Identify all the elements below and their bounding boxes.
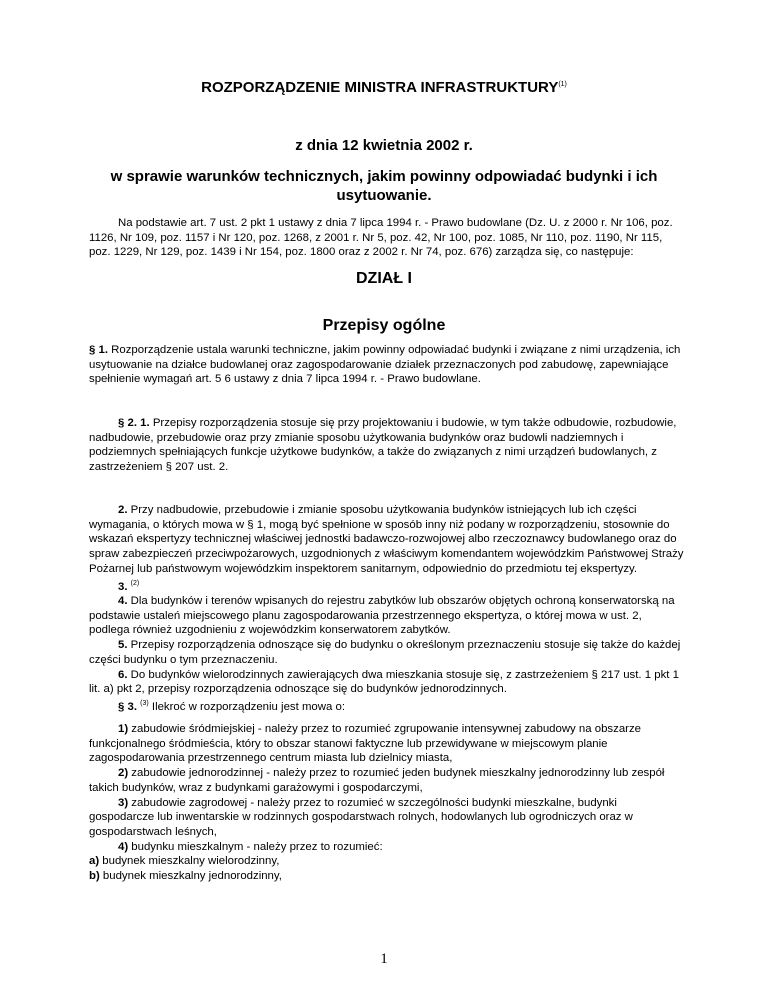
list-subitem: a) budynek mieszkalny wielorodzinny, <box>89 855 280 868</box>
document-subject: w sprawie warunków technicznych, jakim powinny odpowiadać budynki i ich usytuowanie. <box>110 168 658 204</box>
list-subitem: b) budynek mieszkalny jednorodzinny, <box>89 870 282 883</box>
preamble: Na podstawie art. 7 ust. 2 pkt 1 ustawy z dnia 7 lipca 1994 r. - Prawo budowlane (Dz. U. z 2000 r. Nr 106, poz. 1126, Nr 109, poz. 1157 i Nr 120, poz. 1268, z 2001 r. Nr 5, poz. 42, Nr 100, poz. 1085, Nr 110, poz. 1190, Nr 115, poz. 1229, Nr 129, poz. 1439 i Nr 154, poz. 1800 oraz z 2002 r. Nr 74, poz. 676) zarządza się, co następuje: <box>89 217 673 259</box>
document-date: z dnia 12 kwietnia 2002 r. <box>295 137 473 154</box>
document-title: ROZPORZĄDZENIE MINISTRA INFRASTRUKTURY$^{(1)}$ <box>201 79 567 96</box>
page-number: 1 <box>380 951 388 967</box>
clause-6: 6. Do budynków wielorodzinnych zawierających dwa mieszkania stosuje się, z zastrzeżeniem § 217 ust. 1 pkt 1 lit. a) pkt 2, przepisy rozporządzenia odnoszące się do budynków jednorodzinnych. <box>89 668 679 696</box>
paragraph-2: § 2. 1. Przepisy rozporządzenia stosuje się przy projektowaniu i budowie, w tym także odbudowie, rozbudowie, nadbudowie, przebudowie oraz przy zmianie sposobu użytkowania budynków oraz budowli nadziemnych i podziemnych spełniających funkcje użytkowe budynków, a także do związanych z nimi urządzeń budowlanych, z zastrzeżeniem § 207 ust. 2. <box>89 417 677 474</box>
clause-5: 5. Przepisy rozporządzenia odnoszące się do budynku o określonym przeznaczeniu stosuje się także do każdej części budynku o tym przeznaczeniu. <box>89 639 681 666</box>
paragraph-1: § 1. Rozporządzenie ustala warunki techniczne, jakim powinny odpowiadać budynki i związane z nimi urządzenia, ich usytuowanie na działce budowlanej oraz zagospodarowanie działek przeznaczonych pod zabudowę, zapewniające spełnienie wymagań art. 5 6 ustawy z dnia 7 lipca 1994 r. - Prawo budowlane. <box>89 344 681 386</box>
paragraph-label: § 1. <box>89 344 108 356</box>
list-item: 4) budynku mieszkalnym - należy przez to rozumieć: <box>118 840 383 853</box>
definitions-list <box>89 722 685 884</box>
paragraph-2-clauses <box>89 503 685 714</box>
title-footnote-marker: (1) <box>558 81 567 88</box>
list-item: 2) zabudowie jednorodzinnej - należy przez to rozumieć jeden budynek mieszkalny jednorodzinny lub zespół takich budynków, wraz z budynkami garażowymi i gospodarczymi, <box>89 767 665 794</box>
clause-4: 4. Dla budynków i terenów wpisanych do rejestru zabytków lub obszarów objętych ochroną konserwatorską na podstawie ustaleń miejscowego planu zagospodarowania przestrzennego ekspertyza, o której mowa w ust. 2, podlega również uzgodnieniu z wojewódzkim konserwatorem zabytków. <box>89 595 675 637</box>
paragraph-label: § 2. 1. <box>118 417 150 429</box>
section-heading: DZIAŁ I <box>356 270 412 287</box>
list-item: 1) zabudowie śródmiejskiej - należy przez to rozumieć zgrupowanie intensywnej zabudowy na obszarze funkcjonalnego śródmieścia, który to obszar stanowi faktyczne lub przewidywane w miejscowym planie zagospodarowania przestrzennego centrum miasta lub dzielnicy miasta, <box>89 723 641 765</box>
paragraph-3: § 3. $^{(3)}$ Ilekroć w rozporządzeniu jest mowa o: <box>118 699 345 713</box>
list-item: 3) zabudowie zagrodowej - należy przez to rozumieć w szczególności budynki mieszkalne, budynki gospodarcze lub inwentarskie w rodzinnych gospodarstwach rolnych, hodowlanych lub ogrodniczych oraz w gospodarstwach leśnych, <box>89 796 633 838</box>
clause-2: 2. Przy nadbudowie, przebudowie i zmianie sposobu użytkowania budynków istniejących lub ich części wymagania, o których mowa w § 1, mogą być spełnione w sposób inny niż podany w rozporządzeniu, stosownie do wskazań ekspertyzy technicznej właściwej jednostki badawczo-rozwojowej albo rzeczoznawcy budowlanego oraz do spraw zabezpieczeń przeciwpożarowych, uzgodnionych z właściwym komendantem wojewódzkim Państwowej Straży Pożarnej lub państwowym wojewódzkim inspektorem sanitarnym, odpowiednio do przedmiotu tej ekspertyzy. <box>89 504 684 575</box>
clause-3: 3. $^{(2)}$ <box>118 579 140 593</box>
section-subheading: Przepisy ogólne <box>322 317 446 334</box>
